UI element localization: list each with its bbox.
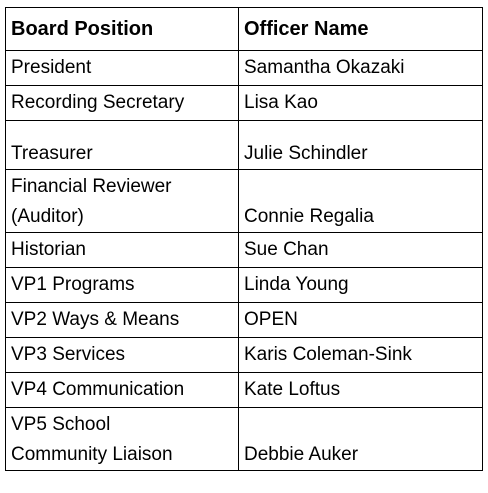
officer-name-cell: Connie Regalia [239, 170, 483, 233]
officer-name-cell: Julie Schindler [239, 121, 483, 170]
officer-table [5, 7, 483, 471]
position-cell: President [6, 51, 239, 86]
table-header-row [6, 8, 483, 51]
table-row [6, 121, 483, 170]
position-cell: VP2 Ways & Means [6, 303, 239, 338]
officer-name-cell: Karis Coleman-Sink [239, 338, 483, 373]
officer-name-cell: Debbie Auker [239, 408, 483, 471]
position-cell: VP3 Services [6, 338, 239, 373]
header-officer-name: Officer Name [239, 8, 483, 51]
table-row [6, 338, 483, 373]
table-row [6, 51, 483, 86]
position-cell [6, 408, 239, 471]
table-row [6, 373, 483, 408]
position-cell: Recording Secretary [6, 86, 239, 121]
table-row [6, 268, 483, 303]
officer-name-cell: OPEN [239, 303, 483, 338]
position-line: VP5 School [11, 414, 111, 435]
position-cell [6, 170, 239, 233]
position-line: Community Liaison [11, 444, 173, 465]
officer-name-cell: Sue Chan [239, 233, 483, 268]
table-row [6, 303, 483, 338]
officer-name-cell: Linda Young [239, 268, 483, 303]
officer-name-cell: Kate Loftus [239, 373, 483, 408]
position-cell: VP1 Programs [6, 268, 239, 303]
table-row [6, 233, 483, 268]
table-row [6, 86, 483, 121]
officer-name-cell: Lisa Kao [239, 86, 483, 121]
header-board-position: Board Position [6, 8, 239, 51]
officer-name-cell: Samantha Okazaki [239, 51, 483, 86]
position-line: (Auditor) [11, 206, 84, 227]
table-row [6, 408, 483, 471]
position-line: Financial Reviewer [11, 176, 172, 197]
table-row [6, 170, 483, 233]
position-cell: Treasurer [6, 121, 239, 170]
position-cell: Historian [6, 233, 239, 268]
position-cell: VP4 Communication [6, 373, 239, 408]
